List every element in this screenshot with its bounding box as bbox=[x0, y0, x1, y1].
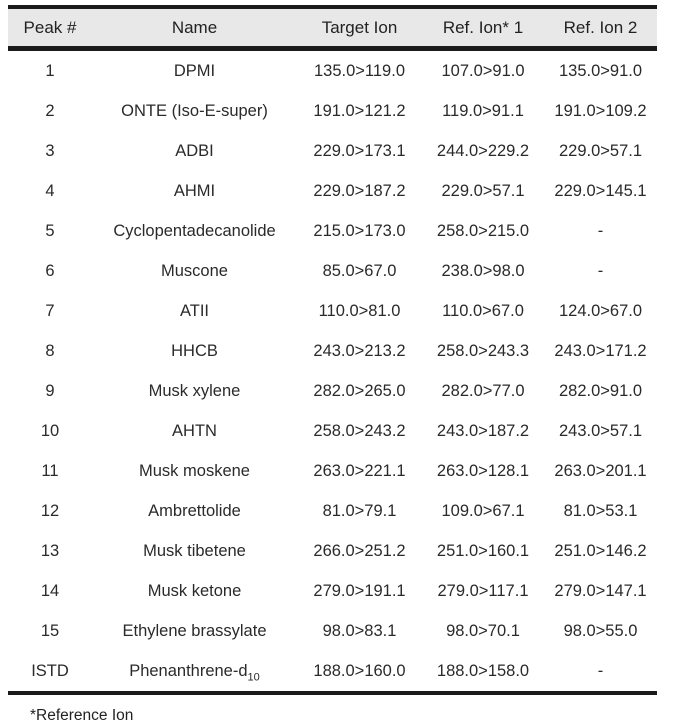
table-row bbox=[8, 491, 657, 531]
column-header-peak: Peak # bbox=[23, 17, 77, 37]
ref2-cell: 251.0>146.2 bbox=[554, 541, 647, 560]
target-cell: 282.0>265.0 bbox=[313, 381, 406, 400]
target-cell: 229.0>187.2 bbox=[313, 181, 406, 200]
target-cell: 266.0>251.2 bbox=[313, 541, 406, 560]
table-row bbox=[8, 91, 657, 131]
ref2-cell: 229.0>57.1 bbox=[558, 141, 643, 160]
table-row bbox=[8, 531, 657, 571]
ref1-cell: 282.0>77.0 bbox=[441, 381, 525, 400]
target-cell: 243.0>213.2 bbox=[313, 341, 406, 360]
name-cell: Musk moskene bbox=[139, 461, 250, 480]
target-cell: 215.0>173.0 bbox=[313, 221, 406, 240]
peak-cell: ISTD bbox=[31, 661, 69, 680]
ion-transition-table bbox=[8, 5, 657, 695]
peak-cell: 5 bbox=[45, 221, 55, 240]
target-cell: 81.0>79.1 bbox=[322, 501, 397, 520]
ref2-cell: 135.0>91.0 bbox=[558, 61, 643, 80]
ref1-cell: 238.0>98.0 bbox=[441, 261, 525, 280]
peak-cell: 1 bbox=[45, 61, 55, 80]
ref2-cell: 282.0>91.0 bbox=[558, 381, 643, 400]
peak-cell: 12 bbox=[40, 501, 60, 520]
ref1-cell: 188.0>158.0 bbox=[436, 661, 530, 680]
name-cell: Musk ketone bbox=[147, 581, 242, 600]
target-cell: 188.0>160.0 bbox=[313, 661, 406, 680]
ref2-cell: 279.0>147.1 bbox=[554, 581, 647, 600]
peak-cell: 2 bbox=[45, 101, 55, 120]
name-cell: Phenanthrene-$d_{10}$ bbox=[129, 661, 260, 683]
table-row bbox=[8, 651, 657, 693]
name-cell: Ethylene brassylate bbox=[122, 621, 267, 640]
ref1-cell: 279.0>117.1 bbox=[437, 581, 529, 600]
table-row bbox=[8, 131, 657, 171]
ref2-cell: 243.0>57.1 bbox=[558, 421, 643, 440]
peak-cell: 10 bbox=[40, 421, 60, 440]
ref1-cell: 110.0>67.0 bbox=[442, 301, 524, 320]
peak-cell: 3 bbox=[45, 141, 55, 160]
ref1-cell: 243.0>187.2 bbox=[436, 421, 530, 440]
name-cell: Musk tibetene bbox=[143, 541, 246, 560]
table-row bbox=[8, 291, 657, 331]
ref2-cell: 81.0>53.1 bbox=[563, 501, 638, 520]
peak-cell: 15 bbox=[40, 621, 60, 640]
column-header-ref1: Ref. Ion* 1 bbox=[442, 17, 524, 37]
ref1-cell: 263.0>128.1 bbox=[436, 461, 530, 480]
peak-cell: 6 bbox=[45, 261, 55, 280]
name-cell: ONTE (Iso-E-super) bbox=[121, 101, 268, 120]
ref1-cell: 98.0>70.1 bbox=[446, 621, 520, 640]
peak-cell: 9 bbox=[45, 381, 55, 400]
table-body bbox=[8, 49, 657, 694]
ref2-cell: 243.0>171.2 bbox=[554, 341, 647, 360]
ref2-cell: - bbox=[597, 661, 604, 680]
name-cell: AHMI bbox=[173, 181, 216, 200]
table-row bbox=[8, 171, 657, 211]
target-cell: 110.0>81.0 bbox=[318, 301, 401, 320]
name-cell: Cyclopentadecanolide bbox=[113, 221, 276, 240]
peak-cell: 14 bbox=[40, 581, 60, 600]
ref2-cell: 98.0>55.0 bbox=[563, 621, 638, 640]
column-header-name: Name bbox=[171, 17, 218, 37]
peak-cell: 11 bbox=[41, 461, 59, 480]
ref1-cell: 119.0>91.1 bbox=[442, 101, 524, 120]
ref2-cell: 263.0>201.1 bbox=[554, 461, 647, 480]
name-cell: Muscone bbox=[161, 261, 228, 280]
name-cell: ADBI bbox=[175, 141, 214, 160]
target-cell: 263.0>221.1 bbox=[313, 461, 406, 480]
table-row bbox=[8, 251, 657, 291]
name-cell: AHTN bbox=[172, 421, 217, 440]
table-row bbox=[8, 49, 657, 92]
table-row bbox=[8, 331, 657, 371]
name-cell: Ambrettolide bbox=[148, 501, 241, 520]
target-cell: 229.0>173.1 bbox=[313, 141, 406, 160]
target-cell: 135.0>119.0 bbox=[314, 61, 405, 80]
peak-cell: 7 bbox=[45, 301, 55, 320]
name-cell: Musk xylene bbox=[148, 381, 241, 400]
ref1-cell: 251.0>160.1 bbox=[436, 541, 530, 560]
name-subscript: 10 bbox=[247, 670, 260, 683]
name-cell: ATII bbox=[179, 301, 210, 320]
peak-cell: 8 bbox=[45, 341, 55, 360]
name-cell: DPMI bbox=[173, 61, 216, 80]
ref1-cell: 244.0>229.2 bbox=[436, 141, 530, 160]
ref2-cell: - bbox=[597, 221, 604, 240]
target-cell: 258.0>243.2 bbox=[313, 421, 406, 440]
target-cell: 85.0>67.0 bbox=[322, 261, 397, 280]
table-row bbox=[8, 451, 657, 491]
target-cell: 98.0>83.1 bbox=[322, 621, 397, 640]
ref2-cell: - bbox=[597, 261, 604, 280]
column-header-ref2: Ref. Ion 2 bbox=[563, 17, 638, 37]
table-row bbox=[8, 211, 657, 251]
ref1-cell: 107.0>91.0 bbox=[441, 61, 525, 80]
table-header bbox=[8, 7, 657, 49]
table-row bbox=[8, 611, 657, 651]
ref2-cell: 124.0>67.0 bbox=[558, 301, 643, 320]
table-row bbox=[8, 411, 657, 451]
reference-ion-footnote: *Reference Ion bbox=[30, 707, 134, 724]
peak-cell: 13 bbox=[40, 541, 60, 560]
target-cell: 191.0>121.2 bbox=[313, 101, 406, 120]
name-cell: HHCB bbox=[171, 341, 218, 360]
ref2-cell: 229.0>145.1 bbox=[554, 181, 647, 200]
ref2-cell: 191.0>109.2 bbox=[554, 101, 647, 120]
ref1-cell: 258.0>243.3 bbox=[436, 341, 530, 360]
ref1-cell: 258.0>215.0 bbox=[436, 221, 530, 240]
table-row bbox=[8, 571, 657, 611]
peak-cell: 4 bbox=[45, 181, 55, 200]
target-cell: 279.0>191.1 bbox=[313, 581, 406, 600]
ref1-cell: 229.0>57.1 bbox=[441, 181, 525, 200]
table-header-row bbox=[8, 7, 657, 49]
ref1-cell: 109.0>67.1 bbox=[441, 501, 525, 520]
column-header-target: Target Ion bbox=[321, 17, 398, 37]
table-row bbox=[8, 371, 657, 411]
